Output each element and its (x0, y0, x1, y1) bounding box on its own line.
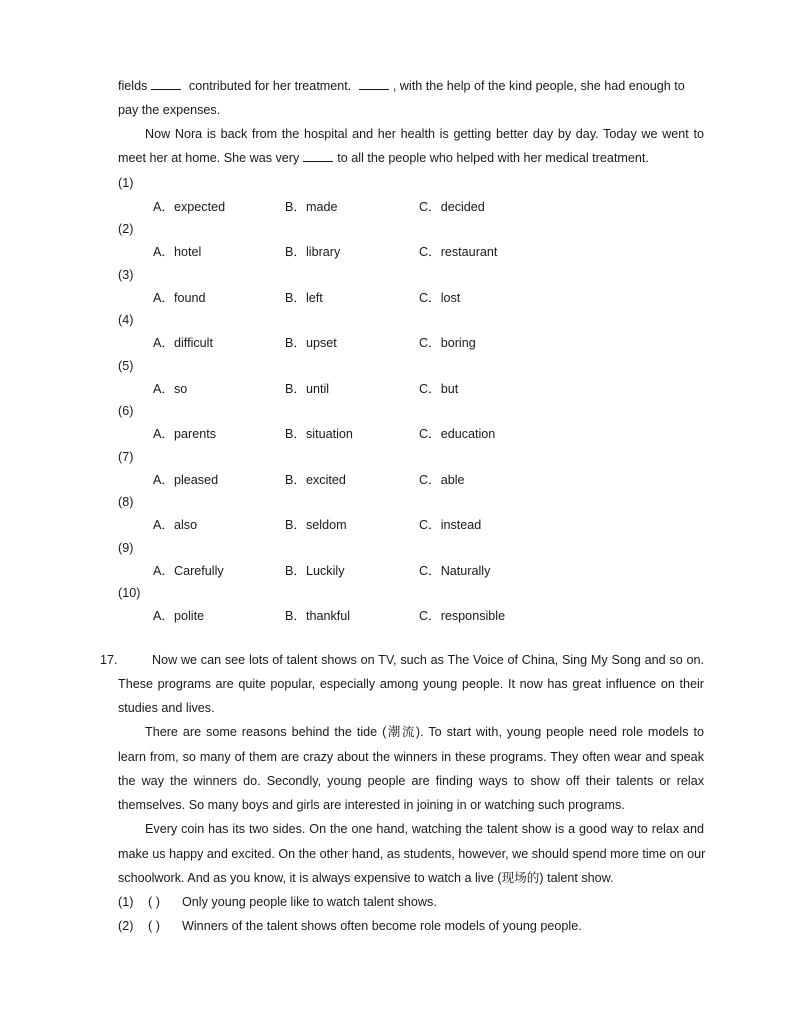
passage-line: Every coin has its two sides. On the one hand, watching the talent show is a good way to relax and (145, 822, 704, 836)
option-b: B．library (285, 245, 341, 259)
option-a: A．hotel (153, 245, 202, 259)
option-c: C．but (419, 382, 459, 396)
answer-blank (303, 149, 333, 162)
option-c: C．lost (419, 291, 461, 305)
passage-line: Now Nora is back from the hospital and her health is getting better day by day. Today we went to (145, 127, 704, 141)
statement-number: (2) (118, 919, 134, 933)
option-b: B．upset (285, 336, 337, 350)
question-number: (10) (118, 586, 141, 600)
option-c: C．boring (419, 336, 476, 350)
option-c: C．instead (419, 518, 482, 532)
option-b: B．thankful (285, 609, 351, 623)
true-false-statement (118, 914, 582, 938)
question-number: (7) (118, 450, 134, 464)
option-c: C．education (419, 427, 496, 441)
option-c: C．decided (419, 200, 485, 214)
answer-parentheses[interactable]: ( ) (148, 895, 160, 909)
passage-line: There are some reasons behind the tide (潮流). To start with, young people need role models to (145, 725, 704, 739)
passage-line: pay the expenses. (118, 103, 221, 117)
passage-line: schoolwork. And as you know, it is always expensive to watch a live (现场的) talent show. (118, 871, 614, 885)
option-c: C．Naturally (419, 564, 491, 578)
passage-line: themselves. So many boys and girls are interested in joining in or watching such programs. (118, 798, 625, 812)
answer-blank (151, 77, 181, 90)
question-number: (5) (118, 359, 134, 373)
statement-text: Winners of the talent shows often become role models of young people. (182, 919, 582, 933)
option-a: A．Carefully (153, 564, 224, 578)
option-a: A．expected (153, 200, 226, 214)
option-a: A．difficult (153, 336, 213, 350)
passage-line (118, 74, 704, 98)
option-c: C．able (419, 473, 465, 487)
passage-line (118, 146, 704, 170)
item-number: 17. (100, 653, 118, 667)
option-b: B．left (285, 291, 323, 305)
question-number: (1) (118, 176, 134, 190)
option-c: C．responsible (419, 609, 506, 623)
option-b: B．situation (285, 427, 353, 441)
question-number: (9) (118, 541, 134, 555)
option-a: A．polite (153, 609, 205, 623)
option-b: B．seldom (285, 518, 347, 532)
option-a: A．pleased (153, 473, 219, 487)
statement-number: (1) (118, 895, 134, 909)
passage-line: the way the winners do. Secondly, young people are finding ways to show off their talents or relax (118, 774, 704, 788)
passage-line: studies and lives. (118, 701, 215, 715)
option-b: B．excited (285, 473, 346, 487)
true-false-statement (118, 890, 437, 914)
question-number: (6) (118, 404, 134, 418)
passage-text: contributed for her treatment. (188, 79, 352, 93)
question-number: (4) (118, 313, 134, 327)
option-c: C．restaurant (419, 245, 498, 259)
passage-text: fields (118, 79, 148, 93)
passage-text: , with the help of the kind people, she had enough to (392, 79, 685, 93)
passage-text: meet her at home. She was very (118, 151, 300, 165)
option-b: B．made (285, 200, 338, 214)
option-a: A．found (153, 291, 206, 305)
question-number: (3) (118, 268, 134, 282)
question-number: (8) (118, 495, 134, 509)
passage-text: to all the people who helped with her medical treatment. (337, 151, 649, 165)
passage-line: make us happy and excited. On the other hand, as students, however, we should spend more time on our (118, 847, 706, 861)
question-number: (2) (118, 222, 134, 236)
passage-line: These programs are quite popular, especially among young people. It now has great influence on their (118, 677, 704, 691)
option-b: B．Luckily (285, 564, 345, 578)
statement-text: Only young people like to watch talent shows. (182, 895, 437, 909)
option-a: A．also (153, 518, 198, 532)
passage-line: Now we can see lots of talent shows on TV, such as The Voice of China, Sing My Song and so on. (152, 653, 704, 667)
option-b: B．until (285, 382, 330, 396)
option-a: A．so (153, 382, 188, 396)
option-a: A．parents (153, 427, 216, 441)
passage-line: learn from, so many of them are crazy about the winners in these programs. They often wear and speak (118, 750, 704, 764)
answer-parentheses[interactable]: ( ) (148, 919, 160, 933)
answer-blank (359, 77, 389, 90)
